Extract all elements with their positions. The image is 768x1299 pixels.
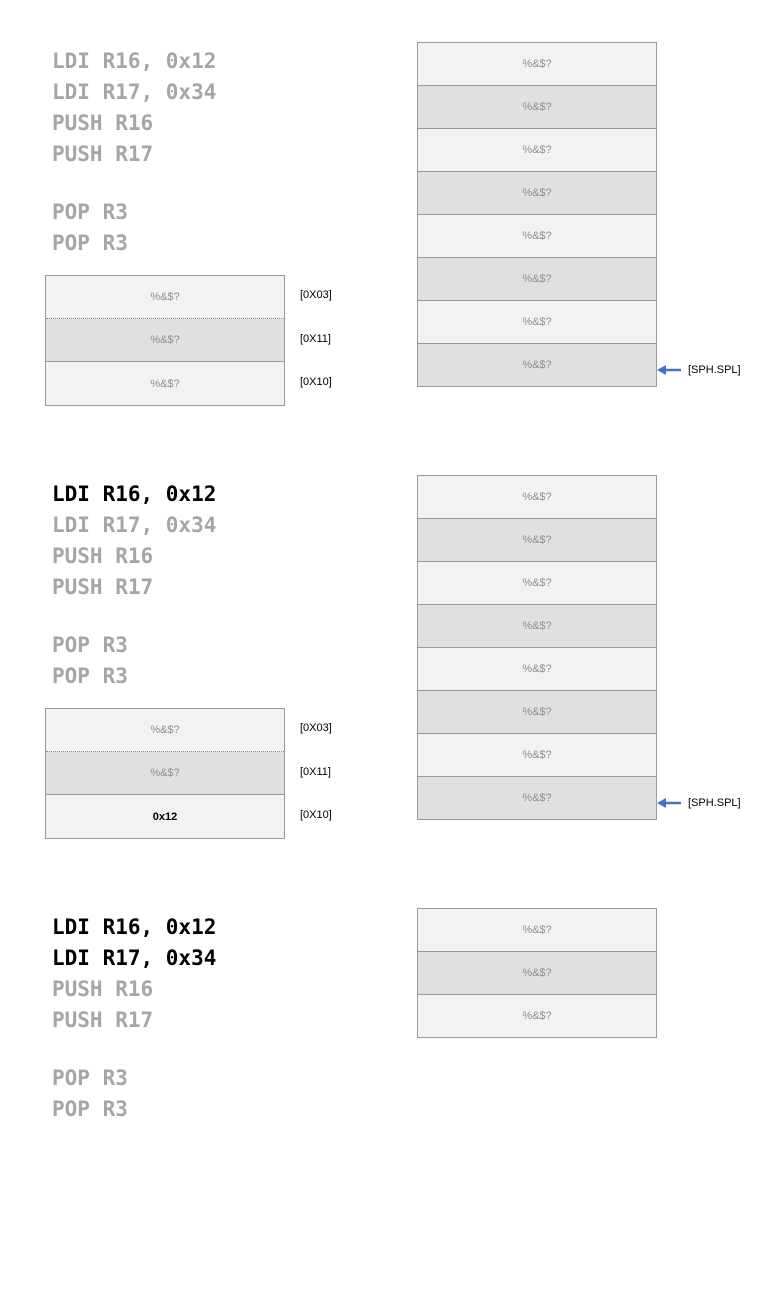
- register-cell: %&$?: [46, 276, 284, 319]
- code-line: POP R3: [52, 231, 128, 255]
- stack-pointer: [657, 364, 741, 376]
- code-line: POP R3: [52, 1097, 128, 1121]
- stack-cell: %&$?: [418, 734, 656, 777]
- code-listing: [52, 46, 216, 259]
- code-listing: [52, 479, 216, 692]
- code-spacer: [52, 170, 216, 197]
- code-line: PUSH R16: [52, 977, 154, 1001]
- code-line: LDI R17, 0x34: [52, 946, 217, 970]
- code-line: LDI R17, 0x34: [52, 513, 217, 537]
- stack-cell: %&$?: [418, 129, 656, 172]
- step-panel: [0, 866, 768, 1299]
- stack-cell: %&$?: [418, 995, 656, 1038]
- stack-cell: %&$?: [418, 301, 656, 344]
- code-line: LDI R16, 0x12: [52, 482, 217, 506]
- register-box: [45, 708, 285, 839]
- code-spacer: [52, 1036, 216, 1063]
- stack-cell: %&$?: [418, 344, 656, 387]
- code-line: PUSH R16: [52, 544, 154, 568]
- register-cell: %&$?: [46, 709, 284, 752]
- register-cell: %&$?: [46, 319, 284, 362]
- code-line: POP R3: [52, 664, 128, 688]
- register-box: [45, 275, 285, 406]
- register-address-label: [0X11]: [300, 333, 331, 345]
- stack-cell: %&$?: [418, 952, 656, 995]
- stack-memory: [417, 908, 657, 1038]
- stack-cell: %&$?: [418, 909, 656, 952]
- register-cell: %&$?: [46, 752, 284, 795]
- stack-cell: %&$?: [418, 43, 656, 86]
- stack-cell: %&$?: [418, 605, 656, 648]
- code-line: POP R3: [52, 633, 128, 657]
- register-cell: 0x12: [46, 795, 284, 838]
- stack-pointer: [657, 797, 741, 809]
- stack-cell: %&$?: [418, 519, 656, 562]
- stack-cell: %&$?: [418, 691, 656, 734]
- stack-cell: %&$?: [418, 562, 656, 605]
- code-line: PUSH R17: [52, 1008, 154, 1032]
- code-line: PUSH R17: [52, 142, 154, 166]
- register-cell: %&$?: [46, 362, 284, 405]
- code-line: POP R3: [52, 200, 128, 224]
- register-address-label: [0X10]: [300, 809, 332, 821]
- arrow-left-icon: [657, 365, 681, 375]
- register-address-label: [0X10]: [300, 376, 332, 388]
- stack-cell: %&$?: [418, 258, 656, 301]
- stack-cell: %&$?: [418, 172, 656, 215]
- code-line: LDI R16, 0x12: [52, 915, 217, 939]
- step-panel: [0, 433, 768, 866]
- register-address-label: [0X03]: [300, 722, 332, 734]
- code-line: PUSH R16: [52, 111, 154, 135]
- code-line: PUSH R17: [52, 575, 154, 599]
- code-spacer: [52, 603, 216, 630]
- code-line: LDI R16, 0x12: [52, 49, 217, 73]
- stack-cell: %&$?: [418, 215, 656, 258]
- stack-cell: %&$?: [418, 648, 656, 691]
- stack-cell: %&$?: [418, 86, 656, 129]
- stack-memory: [417, 42, 657, 387]
- stack-cell: %&$?: [418, 476, 656, 519]
- arrow-left-icon: [657, 798, 681, 808]
- stack-pointer-label: [SPH.SPL]: [688, 797, 741, 809]
- register-address-label: [0X03]: [300, 289, 332, 301]
- stack-pointer-label: [SPH.SPL]: [688, 364, 741, 376]
- stack-memory: [417, 475, 657, 820]
- register-address-label: [0X11]: [300, 766, 331, 778]
- code-listing: [52, 912, 216, 1125]
- code-line: LDI R17, 0x34: [52, 80, 217, 104]
- stack-cell: %&$?: [418, 777, 656, 820]
- code-line: POP R3: [52, 1066, 128, 1090]
- step-panel: [0, 0, 768, 433]
